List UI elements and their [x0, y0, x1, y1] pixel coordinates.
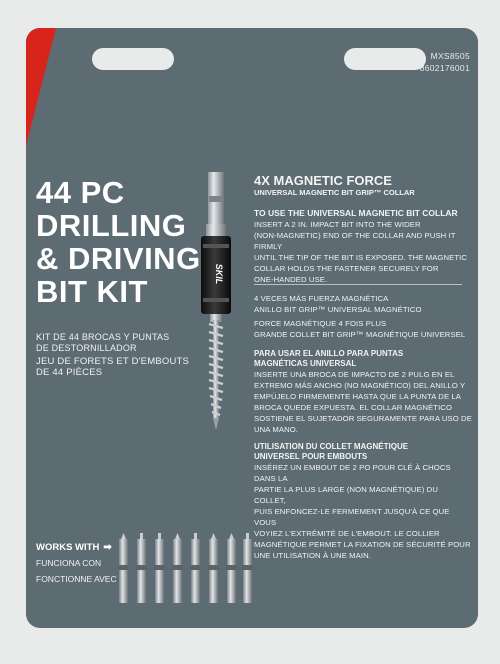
- instruction-line: INSERT A 2 IN. IMPACT BIT INTO THE WIDER: [254, 220, 421, 229]
- force-line: FORCE MAGNÉTIQUE 4 FOIS PLUS: [254, 319, 387, 328]
- instruction-line: (NON-MAGNETIC) END OF THE COLLAR AND PUSH IT FIRMLY: [254, 231, 456, 251]
- instruction-line: PARTIE LA PLUS LARGE (NON MAGNÉTIQUE) DU COLLET,: [254, 485, 438, 505]
- instruction-line: INSÉREZ UN EMBOUT DE 2 PO POUR CLÉ À CHOCS DANS LA: [254, 463, 451, 483]
- hang-slot-left: [92, 48, 174, 70]
- subtitle-spanish: [36, 332, 169, 353]
- subtitle-line: DE DESTORNILLADOR: [36, 342, 137, 353]
- works-with-spanish: FUNCIONA CON: [36, 558, 102, 568]
- works-with-label: [36, 542, 112, 553]
- subtitle-line: KIT DE 44 BROCAS Y PUNTAS: [36, 332, 170, 342]
- bit-icon: [190, 533, 201, 603]
- spanish-instructions: [254, 349, 472, 435]
- subtitle-french: [36, 356, 189, 378]
- title-line: 44 PC: [36, 175, 125, 210]
- instruction-line: PUIS ENFONCEZ-LE FERMEMENT JUSQU'À CE QUE VOUS: [254, 507, 450, 527]
- bit-holder-illustration: [196, 170, 236, 432]
- title-line: BIT KIT: [36, 274, 148, 309]
- feature-subheadline: UNIVERSAL MAGNETIC BIT GRIP™ COLLAR: [254, 188, 415, 197]
- instruction-line: EMPÚJELO FIRMEMENTE HASTA QUE LA PUNTA DE LA: [254, 392, 462, 401]
- collar-ring: [206, 224, 226, 236]
- collar-ridge: [203, 298, 229, 302]
- instruction-line: COLLAR HOLDS THE FASTENER SECURELY FOR: [254, 264, 439, 273]
- shank-groove: [209, 196, 223, 202]
- instruction-line: UNA MANO.: [254, 425, 299, 434]
- spanish-force: [254, 293, 472, 315]
- arrow-right-icon: ➡: [103, 542, 112, 553]
- english-instructions: [254, 208, 472, 285]
- french-heading: UTILISATION DU COLLET MAGNÉTIQUE: [254, 442, 409, 451]
- subtitle-line: JEU DE FORETS ET D'EMBOUTS: [36, 356, 190, 367]
- instruction-line: ONE-HANDED USE.: [254, 275, 328, 284]
- red-corner-accent: [26, 28, 56, 146]
- bit-icon: [172, 533, 183, 603]
- force-line: ANILLO BIT GRIP™ UNIVERSAL MAGNÉTICO: [254, 305, 422, 314]
- screw-threads: [209, 320, 223, 430]
- title-line: & DRIVING: [36, 241, 201, 276]
- bit-icon: [208, 533, 219, 603]
- spanish-heading: MAGNÉTICAS UNIVERSAL: [254, 359, 357, 368]
- sku-block: [420, 50, 470, 74]
- hang-slot-right: [344, 48, 426, 70]
- bit-icon: [242, 533, 253, 603]
- bit-icon: [154, 533, 165, 603]
- instruction-line: BROCA QUEDE EXPUESTA. EL COLLAR MAGNÉTICO: [254, 403, 453, 412]
- blister-card: [26, 28, 478, 628]
- instruction-line: EXTREMO MÁS ANCHO (NO MAGNÉTICO) DEL ANILLO Y: [254, 381, 466, 390]
- feature-headline-block: [254, 174, 472, 198]
- english-heading: TO USE THE UNIVERSAL MAGNETIC BIT COLLAR: [254, 208, 458, 218]
- works-with-text: WORKS WITH: [36, 542, 100, 553]
- collar-ridge: [203, 244, 229, 248]
- instruction-line: MAGNÉTIQUE PERMET LA FIXATION DE SÉCURITÉ POUR: [254, 540, 471, 549]
- instruction-line: SOSTIENE EL SUJETADOR SEGURAMENTE PARA USO DE: [254, 414, 472, 423]
- french-heading: UNIVERSEL POUR EMBOUTS: [254, 452, 368, 461]
- works-with-french: FONCTIONNE AVEC: [36, 574, 117, 584]
- french-force: [254, 318, 472, 340]
- force-line: GRANDE COLLET BIT GRIP™ MAGNÉTIQUE UNIVERSEL: [254, 330, 466, 339]
- model-number: MXS8505: [430, 51, 470, 61]
- product-code: 8602176001: [419, 63, 470, 73]
- divider: [254, 284, 462, 285]
- bit-icon: [136, 533, 147, 603]
- force-line: 4 VECES MÁS FUERZA MAGNÉTICA: [254, 294, 389, 303]
- brand-logo: SKIL: [214, 263, 224, 285]
- bit-icon: [118, 533, 129, 603]
- title-line: DRILLING: [36, 208, 187, 243]
- subtitle-line: DE 44 PIÈCES: [36, 367, 103, 378]
- bit-icon: [226, 533, 237, 603]
- instruction-line: VOYIEZ L'EXTRÉMITÉ DE L'EMBOUT. LE COLLIER: [254, 529, 440, 538]
- instruction-line: UNTIL THE TIP OF THE BIT IS EXPOSED. THE MAGNETIC: [254, 253, 468, 262]
- product-title: [36, 176, 201, 308]
- french-instructions: [254, 442, 472, 561]
- instruction-line: UNE UTILISATION À UNE MAIN.: [254, 551, 372, 560]
- feature-headline: 4X MAGNETIC FORCE: [254, 173, 392, 188]
- instruction-line: INSERTE UNA BROCA DE IMPACTO DE 2 PULG EN EL: [254, 370, 455, 379]
- compatible-bits-row: [114, 533, 254, 609]
- spanish-heading: PARA USAR EL ANILLO PARA PUNTAS: [254, 349, 404, 358]
